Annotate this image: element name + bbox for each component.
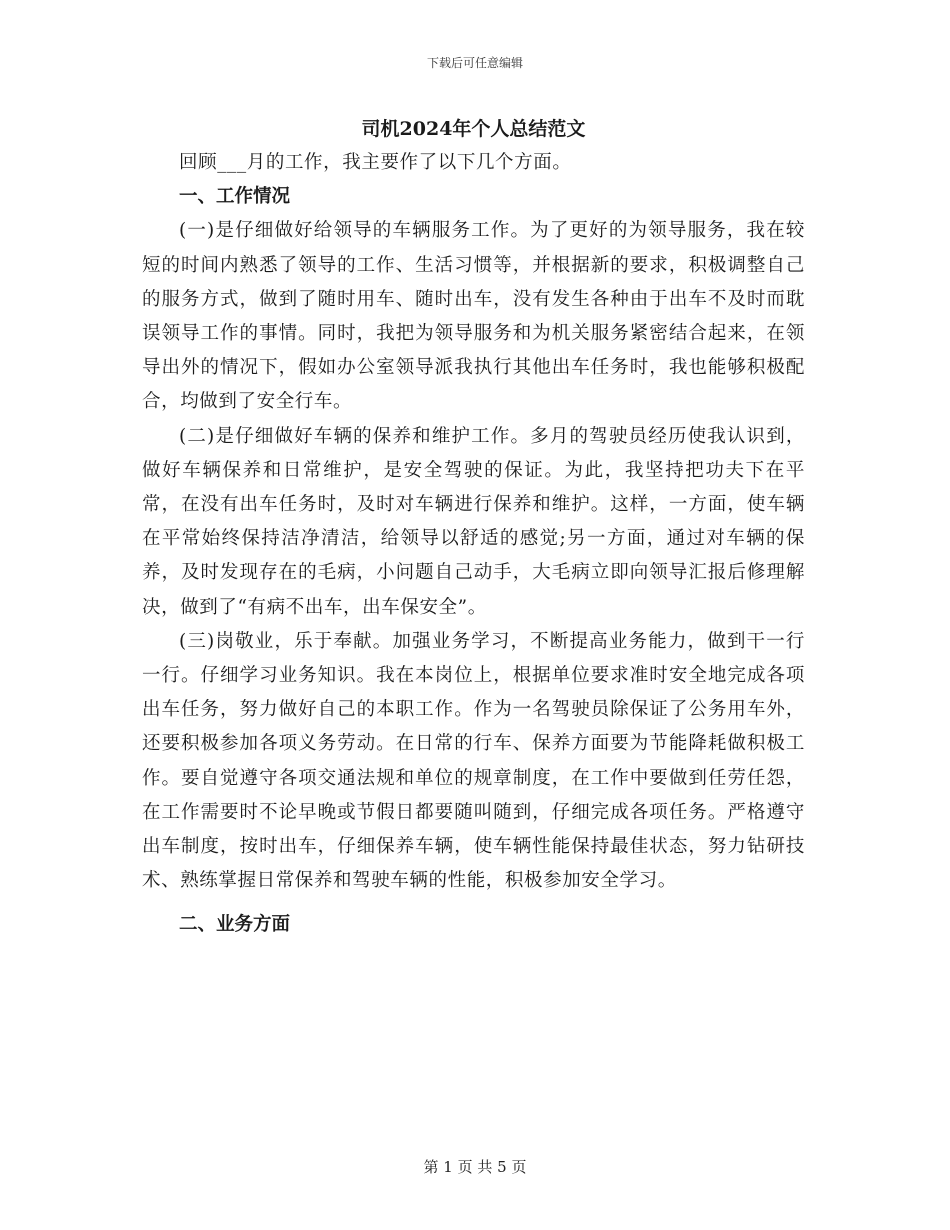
section-heading-work-status: 一、工作情况 [179,186,291,208]
intro-paragraph: 回顾___月的工作，我主要作了以下几个方面。 [179,152,572,173]
document-body [142,112,805,943]
paragraph-dedication: (三)岗敬业，乐于奉献。加强业务学习，不断提高业务能力，做到干一行一行。仔细学习业务知识。我在本岗位上，根据单位要求准时安全地完成各项出车任务，努力做好自己的本职工作。作为一名驾驶员除保证了公务用车外，还要积极参加各项义务劳动。在日常的行车、保养方面要为节能降耗做积极工作。要自觉遵守各项交通法规和单位的规章制度，在工作中要做到任劳任怨，在工作需要时不论早晚或节假日都要随叫随到，仔细完成各项任务。严格遵守出车制度，按时出车，仔细保养车辆，使车辆性能保持最佳状态，努力钻研技术、熟练掌握日常保养和驾驶车辆的性能，积极参加安全学习。 [142,630,805,892]
page-header: 下载后可任意编辑 [426,56,523,70]
section-gap [142,898,805,908]
section-heading-business: 二、业务方面 [179,914,291,936]
document-title: 司机2024年个人总结范文 [361,118,586,140]
paragraph-vehicle-maintenance: (二)是仔细做好车辆的保养和维护工作。多月的驾驶员经历使我认识到，做好车辆保养和日常维护，是安全驾驶的保证。为此，我坚持把功夫下在平常，在没有出车任务时，及时对车辆进行保养和维护。这样，一方面，使车辆在平常始终保持洁净清洁，给领导以舒适的感觉;另一方面，通过对车辆的保养，及时发现存在的毛病，小问题自己动手，大毛病立即向领导汇报后修理解决，做到了“有病不出车，出车保安全”。 [142,425,805,618]
paragraph-vehicle-service: (一)是仔细做好给领导的车辆服务工作。为了更好的为领导服务，我在较短的时间内熟悉了领导的工作、生活习惯等，并根据新的要求，积极调整自己的服务方式，做到了随时用车、随时出车，没有发生各种由于出车不及时而耽误领导工作的事情。同时，我把为领导服务和为机关服务紧密结合起来，在领导出外的情况下，假如办公室领导派我执行其他出车任务时，我也能够积极配合，均做到了安全行车。 [142,220,805,413]
page-number: 第 1 页 共 5 页 [423,1158,527,1176]
